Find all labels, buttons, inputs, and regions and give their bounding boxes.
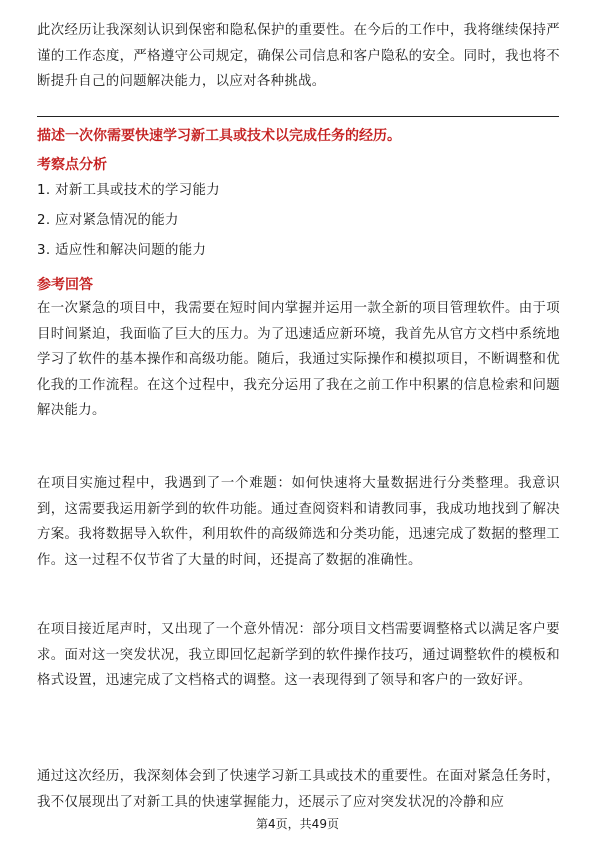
answer-paragraph: 通过这次经历，我深刻体会到了快速学习新工具或技术的重要性。在面对紧急任务时，我不仅展现出了对新工具的快速掌握能力，还展示了应对突发状况的冷静和应: [37, 769, 560, 810]
analysis-point: 2. 应对紧急情况的能力: [37, 213, 179, 228]
page-number: 第4页，共49页: [256, 817, 339, 831]
analysis-heading: 考察点分析: [37, 157, 107, 173]
answer-paragraph: 在项目接近尾声时，又出现了一个意外情况：部分项目文档需要调整格式以满足客户要求。面对这一突发状况，我立即回忆起新学到的软件操作技巧，通过调整软件的模板和格式设置，迅速完成了文档格式的调整。这一表现得到了领导和客户的一致好评。: [37, 622, 560, 689]
answer-paragraph: 在一次紧急的项目中，我需要在短时间内掌握并运用一款全新的项目管理软件。由于项目时间紧迫，我面临了巨大的压力。为了迅速适应新环境，我首先从官方文档中系统地学习了软件的基本操作和高级功能。随后，我通过实际操作和模拟项目，不断调整和优化我的工作流程。在这个过程中，我充分运用了我在之前工作中积累的信息检索和问题解决能力。: [37, 301, 560, 419]
intro-paragraph: 此次经历让我深刻认识到保密和隐私保护的重要性。在今后的工作中，我将继续保持严谨的工作态度，严格遵守公司规定，确保公司信息和客户隐私的安全。同时，我也将不断提升自己的问题解决能力，以应对各种挑战。: [37, 23, 560, 90]
analysis-point: 1. 对新工具或技术的学习能力: [37, 183, 220, 198]
answer-heading: 参考回答: [37, 277, 93, 293]
answer-paragraph: 在项目实施过程中，我遇到了一个难题：如何快速将大量数据进行分类整理。我意识到，这需要我运用新学到的软件功能。通过查阅资料和请教同事，我成功地找到了解决方案。我将数据导入软件，利用软件的高级筛选和分类功能，迅速完成了数据的整理工作。这一过程不仅节省了大量的时间，还提高了数据的准确性。: [37, 476, 560, 568]
question-heading: 描述一次你需要快速学习新工具或技术以完成任务的经历。: [37, 128, 401, 144]
analysis-point: 3. 适应性和解决问题的能力: [37, 243, 207, 258]
section-divider: [37, 116, 559, 117]
